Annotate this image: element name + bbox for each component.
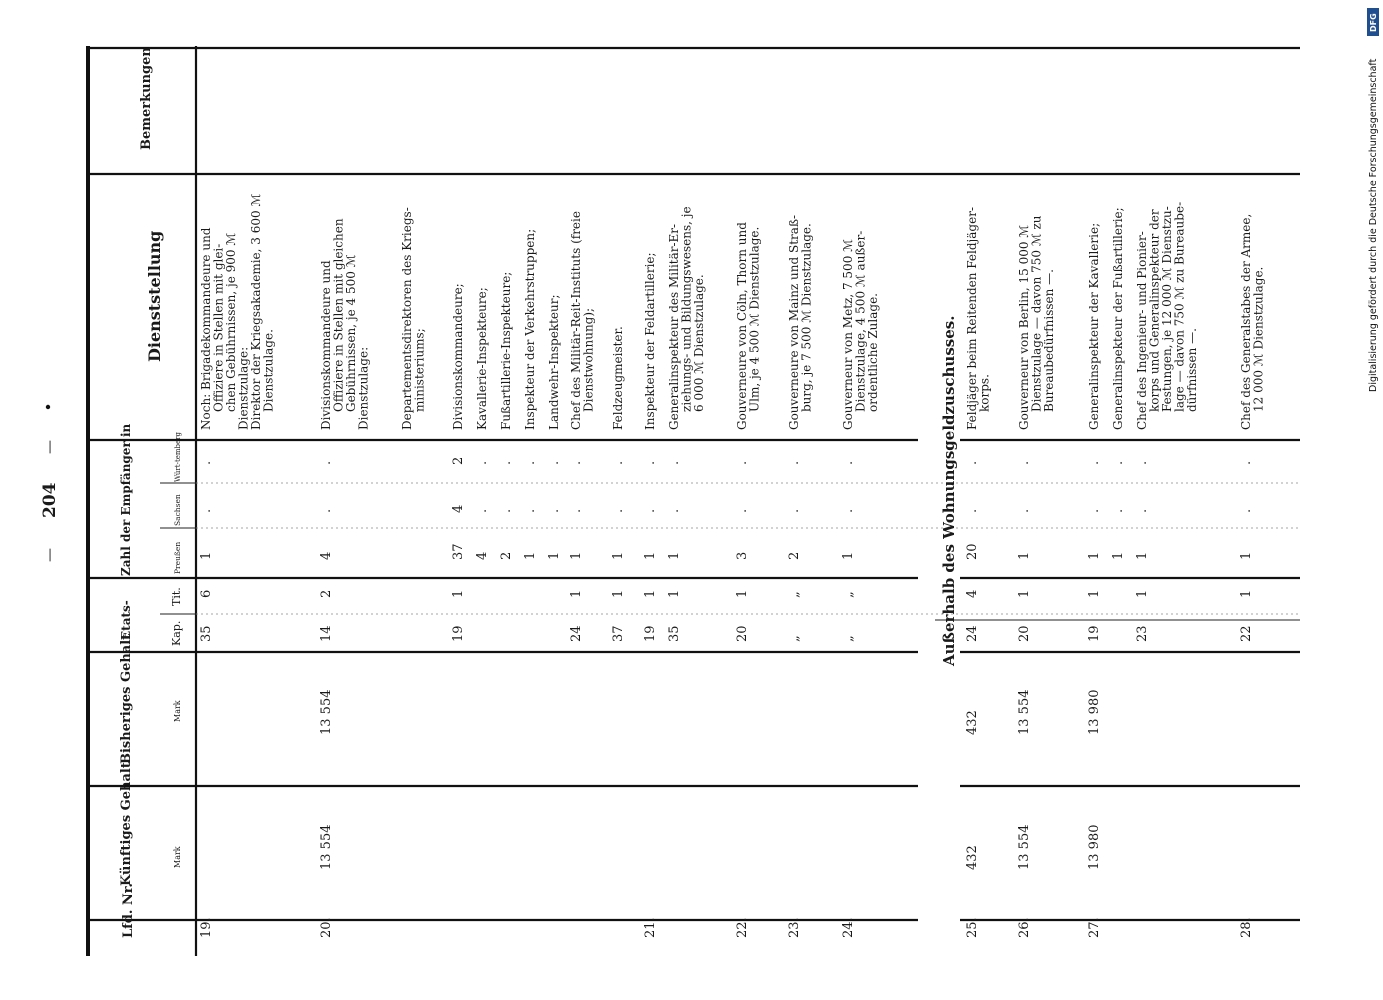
kapitel-value: „ [787,635,802,642]
page-number-dash-right: — [42,440,58,454]
empfaenger-sachsen: . [523,508,538,513]
kapitel-value: 37 [611,625,626,642]
empfaenger-wuerttemberg: . [569,460,584,465]
empfaenger-preussen: 1 [611,551,626,560]
kapitel-value: 24 [569,625,584,642]
empfaenger-wuerttemberg: . [1111,460,1126,465]
empfaenger-preussen: 1 [523,551,538,560]
empfaenger-preussen: 37 [451,543,466,560]
header-etats: Etats- [119,600,133,640]
empfaenger-sachsen: . [1087,508,1102,513]
dienststellung-line: Divisionskommandeure; [451,283,465,430]
empfaenger-sachsen: . [547,508,562,513]
kuenftiges-gehalt-value: 13 554 [319,824,334,870]
dienststellung-line: Generalinspekteur des Militär-Er- [667,223,681,430]
dfg-logo-text: DFG [1369,13,1378,32]
dienststellung-line: Ulm, je 4 500 ℳ Dienstzulage. [747,226,762,412]
empfaenger-wuerttemberg: . [319,460,334,465]
empfaenger-preussen: 1 [841,551,856,560]
credit-text: Digitalisierung gefördert durch die Deutsche Forschungsgemeinschaft [1368,58,1379,392]
row-number: 28. [1239,917,1254,938]
dienststellung-line: Dienstzulage: [236,346,251,430]
dienststellung-line: Gouverneure von Cöln, Thorn und [735,222,749,430]
dienststellung-line: lage — davon 750 ℳ zu Bureaube- [1172,201,1187,412]
header-bisheriges-unit: Mark [173,700,182,722]
header-bemerkungen: Bemerkungen [139,47,154,150]
page-number-dash-left: — [42,548,58,562]
dienststellung-line: Kavallerie-Inspekteure; [475,287,489,430]
dienststellung-line: Dienstzulage, 4 500 ℳ außer- [853,230,868,412]
row-number: 20. [319,917,334,938]
empfaenger-sachsen: . [499,508,514,513]
titel-value: 1 [735,589,750,598]
empfaenger-preussen: 20 [965,543,980,560]
dienststellung-line: Feldjäger beim Reitenden Feldjäger- [965,206,979,430]
row-number: 19. [199,917,214,938]
header-lfd-nr: Lfd. Nr. [121,883,136,938]
empfaenger-preussen: 1 [547,551,562,560]
empfaenger-preussen: 1 [1239,551,1254,560]
bisheriges-gehalt-value: 432 [965,710,980,735]
titel-value: 6 [199,589,214,598]
kapitel-value: 20 [1017,625,1032,642]
empfaenger-preussen: 1 [1017,551,1032,560]
dienststellung-line: Inspekteur der Feldartillerie; [643,252,657,430]
kapitel-value: 20 [735,625,750,642]
empfaenger-preussen: 4 [475,551,490,560]
header-kap: Kap. [170,620,183,646]
empfaenger-sachsen: . [965,508,980,513]
dienststellung-line: Offiziere in Stellen mit glei- [211,243,226,412]
header-tit: Tit. [170,587,183,606]
titel-value: 1 [569,589,584,598]
empfaenger-preussen: 1 [199,551,214,560]
empfaenger-sachsen: . [569,508,584,513]
titel-value: „ [787,591,802,598]
empfaenger-preussen: 2 [499,551,514,560]
dienststellung-line: Direktor der Kriegsakademie, 3 600 ℳ [249,193,263,430]
dienststellung-line: 6 000 ℳ Dienstzulage. [692,274,706,412]
kapitel-value: 35 [199,625,214,642]
empfaenger-wuerttemberg: . [1017,460,1032,465]
dienststellung-line: Generalinspekteur der Kavallerie; [1087,222,1101,430]
titel-value: 1 [1239,589,1254,598]
header-kuenftiges-unit: Mark [173,846,182,868]
empfaenger-sachsen: . [319,508,334,513]
empfaenger-preussen: 2 [787,551,802,560]
section-heading: Außerhalb des Wohnungsgeldzuschusses. [940,315,958,666]
header-wuerttemberg: Würt-temberg [174,432,182,482]
section-heading-group [940,316,958,667]
empfaenger-sachsen: . [611,508,626,513]
empfaenger-wuerttemberg: . [475,460,490,465]
titel-value: 1 [611,589,626,598]
table-frame [86,46,1300,956]
kapitel-value: 23 [1135,625,1150,642]
row-number: 23. [787,917,802,938]
kuenftiges-gehalt-value: 13 554 [1017,824,1032,870]
kapitel-value: 24 [965,625,980,642]
empfaenger-sachsen: . [667,508,682,513]
titel-value: 2 [319,589,334,598]
dienststellung-line: Bureaubedürfnissen —. [1042,269,1056,412]
empfaenger-preussen: 1 [1087,551,1102,560]
dienststellung-line: Inspekteur der Verkehrstruppen; [523,228,537,430]
empfaenger-sachsen: . [1239,508,1254,513]
dienststellung-line: Generalinspekteur der Fußartillerie; [1111,207,1125,430]
empfaenger-wuerttemberg: . [643,460,658,465]
empfaenger-wuerttemberg: . [787,460,802,465]
empfaenger-preussen: 1 [667,551,682,560]
dienststellung-line: Dienstzulage. [261,329,276,412]
header-bisheriges-gehalt: Bisheriges Gehalt [119,633,134,764]
bisheriges-gehalt-value: 13 554 [319,689,334,735]
titel-value: „ [841,591,856,598]
empfaenger-wuerttemberg: . [611,460,626,465]
dienststellung-line: Gouverneur von Berlin, 15 000 ℳ [1017,224,1031,430]
kapitel-value: 19 [643,625,658,642]
kapitel-value: 19 [451,625,466,642]
dienststellung-line: 12 000 ℳ Dienstzulage. [1251,266,1266,412]
titel-value: 1 [451,589,466,598]
table-header [119,47,183,938]
kapitel-value: 19 [1087,625,1102,642]
row-number: 24. [841,917,856,938]
kuenftiges-gehalt-value: 432 [965,845,980,870]
dfg-logo-text-group [1369,13,1378,32]
empfaenger-wuerttemberg: . [965,460,980,465]
dienststellung-line: chen Gebührnissen, je 900 ℳ [224,232,238,412]
dienststellung-line: burg, je 7 500 ℳ Dienstzulage. [799,223,814,412]
row-number: 21. [643,917,658,938]
dienststellung-line: Dienstzulage: [356,346,371,430]
titel-value: 1 [667,589,682,598]
empfaenger-sachsen: . [735,508,750,513]
bisheriges-gehalt-value: 13 980 [1087,689,1102,735]
page-number: 204 [40,482,60,518]
dienststellung-line: ziehungs- und Bildungswesens, je [679,206,694,412]
empfaenger-wuerttemberg: . [523,460,538,465]
dienststellung-line: Noch: Brigadekommandeure und [199,227,213,430]
kuenftiges-gehalt-value: 13 980 [1087,824,1102,870]
titel-value: 1 [643,589,658,598]
titel-value: 4 [965,589,980,598]
header-dienststellung: Dienststellung [145,230,164,362]
kapitel-value: 14 [319,625,334,642]
row-number: 27. [1087,917,1102,938]
dienststellung-line: Divisionskommandeure und [319,260,333,430]
table-left-border [86,46,90,956]
dienststellung-line: Chef des Ingenieur- und Pionier- [1135,231,1149,430]
row-number: 26. [1017,917,1032,938]
dienststellung-line: Dienstwohnung); [581,307,596,412]
empfaenger-preussen: 1 [643,551,658,560]
titel-value: 1 [1135,589,1150,598]
dienststellung-line: Fußartillerie-Inspekteure; [499,271,513,430]
empfaenger-sachsen: . [1017,508,1032,513]
empfaenger-wuerttemberg: . [1135,460,1150,465]
dienststellung-line: Chef des Militär-Reit-Instituts (freie [569,211,583,430]
bisheriges-gehalt-value: 13 554 [1017,689,1032,735]
empfaenger-sachsen: . [1111,508,1126,513]
empfaenger-sachsen: . [1135,508,1150,513]
empfaenger-wuerttemberg: . [735,460,750,465]
empfaenger-wuerttemberg: . [841,460,856,465]
table-body [199,194,1266,938]
dienststellung-line: Chef des Generalstabes der Armee, [1239,213,1253,430]
titel-value: 1 [1017,589,1032,598]
empfaenger-preussen: 3 [735,551,750,560]
dienststellung-line: Gouverneur von Metz, 7 500 ℳ [841,239,855,430]
empfaenger-preussen: 1 [569,551,584,560]
empfaenger-sachsen: . [475,508,490,513]
empfaenger-sachsen: . [841,508,856,513]
page-number-group [40,440,60,562]
empfaenger-preussen: 1 [1135,551,1150,560]
header-preussen: Preußen [173,541,182,574]
empfaenger-preussen: 4 [319,551,334,560]
ink-dot [46,405,50,409]
dienststellung-line: Gebührnissen, je 4 500 ℳ [344,254,358,412]
kapitel-value: 22 [1239,625,1254,642]
empfaenger-sachsen: 4 [451,504,466,513]
kapitel-value: 35 [667,625,682,642]
empfaenger-wuerttemberg: 2 [451,456,466,465]
header-sachsen: Sachsen [173,494,182,526]
empfaenger-wuerttemberg: . [667,460,682,465]
header-zahl: Zahl der Empfänger in [119,423,133,576]
empfaenger-preussen: 1 [1111,551,1126,560]
row-number: 22. [735,917,750,938]
header-kuenftiges-gehalt: Künftiges Gehalt [119,762,134,886]
dienststellung-line: Feldzeugmeister. [611,326,625,430]
dienststellung-line: korps. [977,374,992,412]
empfaenger-sachsen: . [643,508,658,513]
dienststellung-line: Gouverneure von Mainz und Straß- [787,214,801,430]
dienststellung-line: korps und Generalinspekteur der [1147,209,1162,412]
dienststellung-line: ministeriums; [412,328,427,412]
empfaenger-wuerttemberg: . [1239,460,1254,465]
dienststellung-line: ordentliche Zulage. [866,293,880,412]
dienststellung-line: Offiziere in Stellen mit gleichen [331,218,346,412]
dienststellung-line: Landwehr-Inspekteur; [547,294,561,430]
titel-value: 1 [1087,589,1102,598]
empfaenger-wuerttemberg: . [199,460,214,465]
empfaenger-wuerttemberg: . [499,460,514,465]
row-number: 25. [965,917,980,938]
dienststellung-line: Festungen, je 12 000 ℳ Dienstzu- [1160,206,1174,412]
empfaenger-wuerttemberg: . [547,460,562,465]
dienststellung-line: Dienstzulage — davon 750 ℳ zu [1029,215,1044,412]
dienststellung-line: Departementsdirektoren des Kriegs- [400,207,414,430]
credit-group [1368,58,1379,392]
empfaenger-sachsen: . [787,508,802,513]
empfaenger-wuerttemberg: . [1087,460,1102,465]
empfaenger-sachsen: . [199,508,214,513]
kapitel-value: „ [841,635,856,642]
dienststellung-line: dürfnissen —. [1185,328,1199,412]
